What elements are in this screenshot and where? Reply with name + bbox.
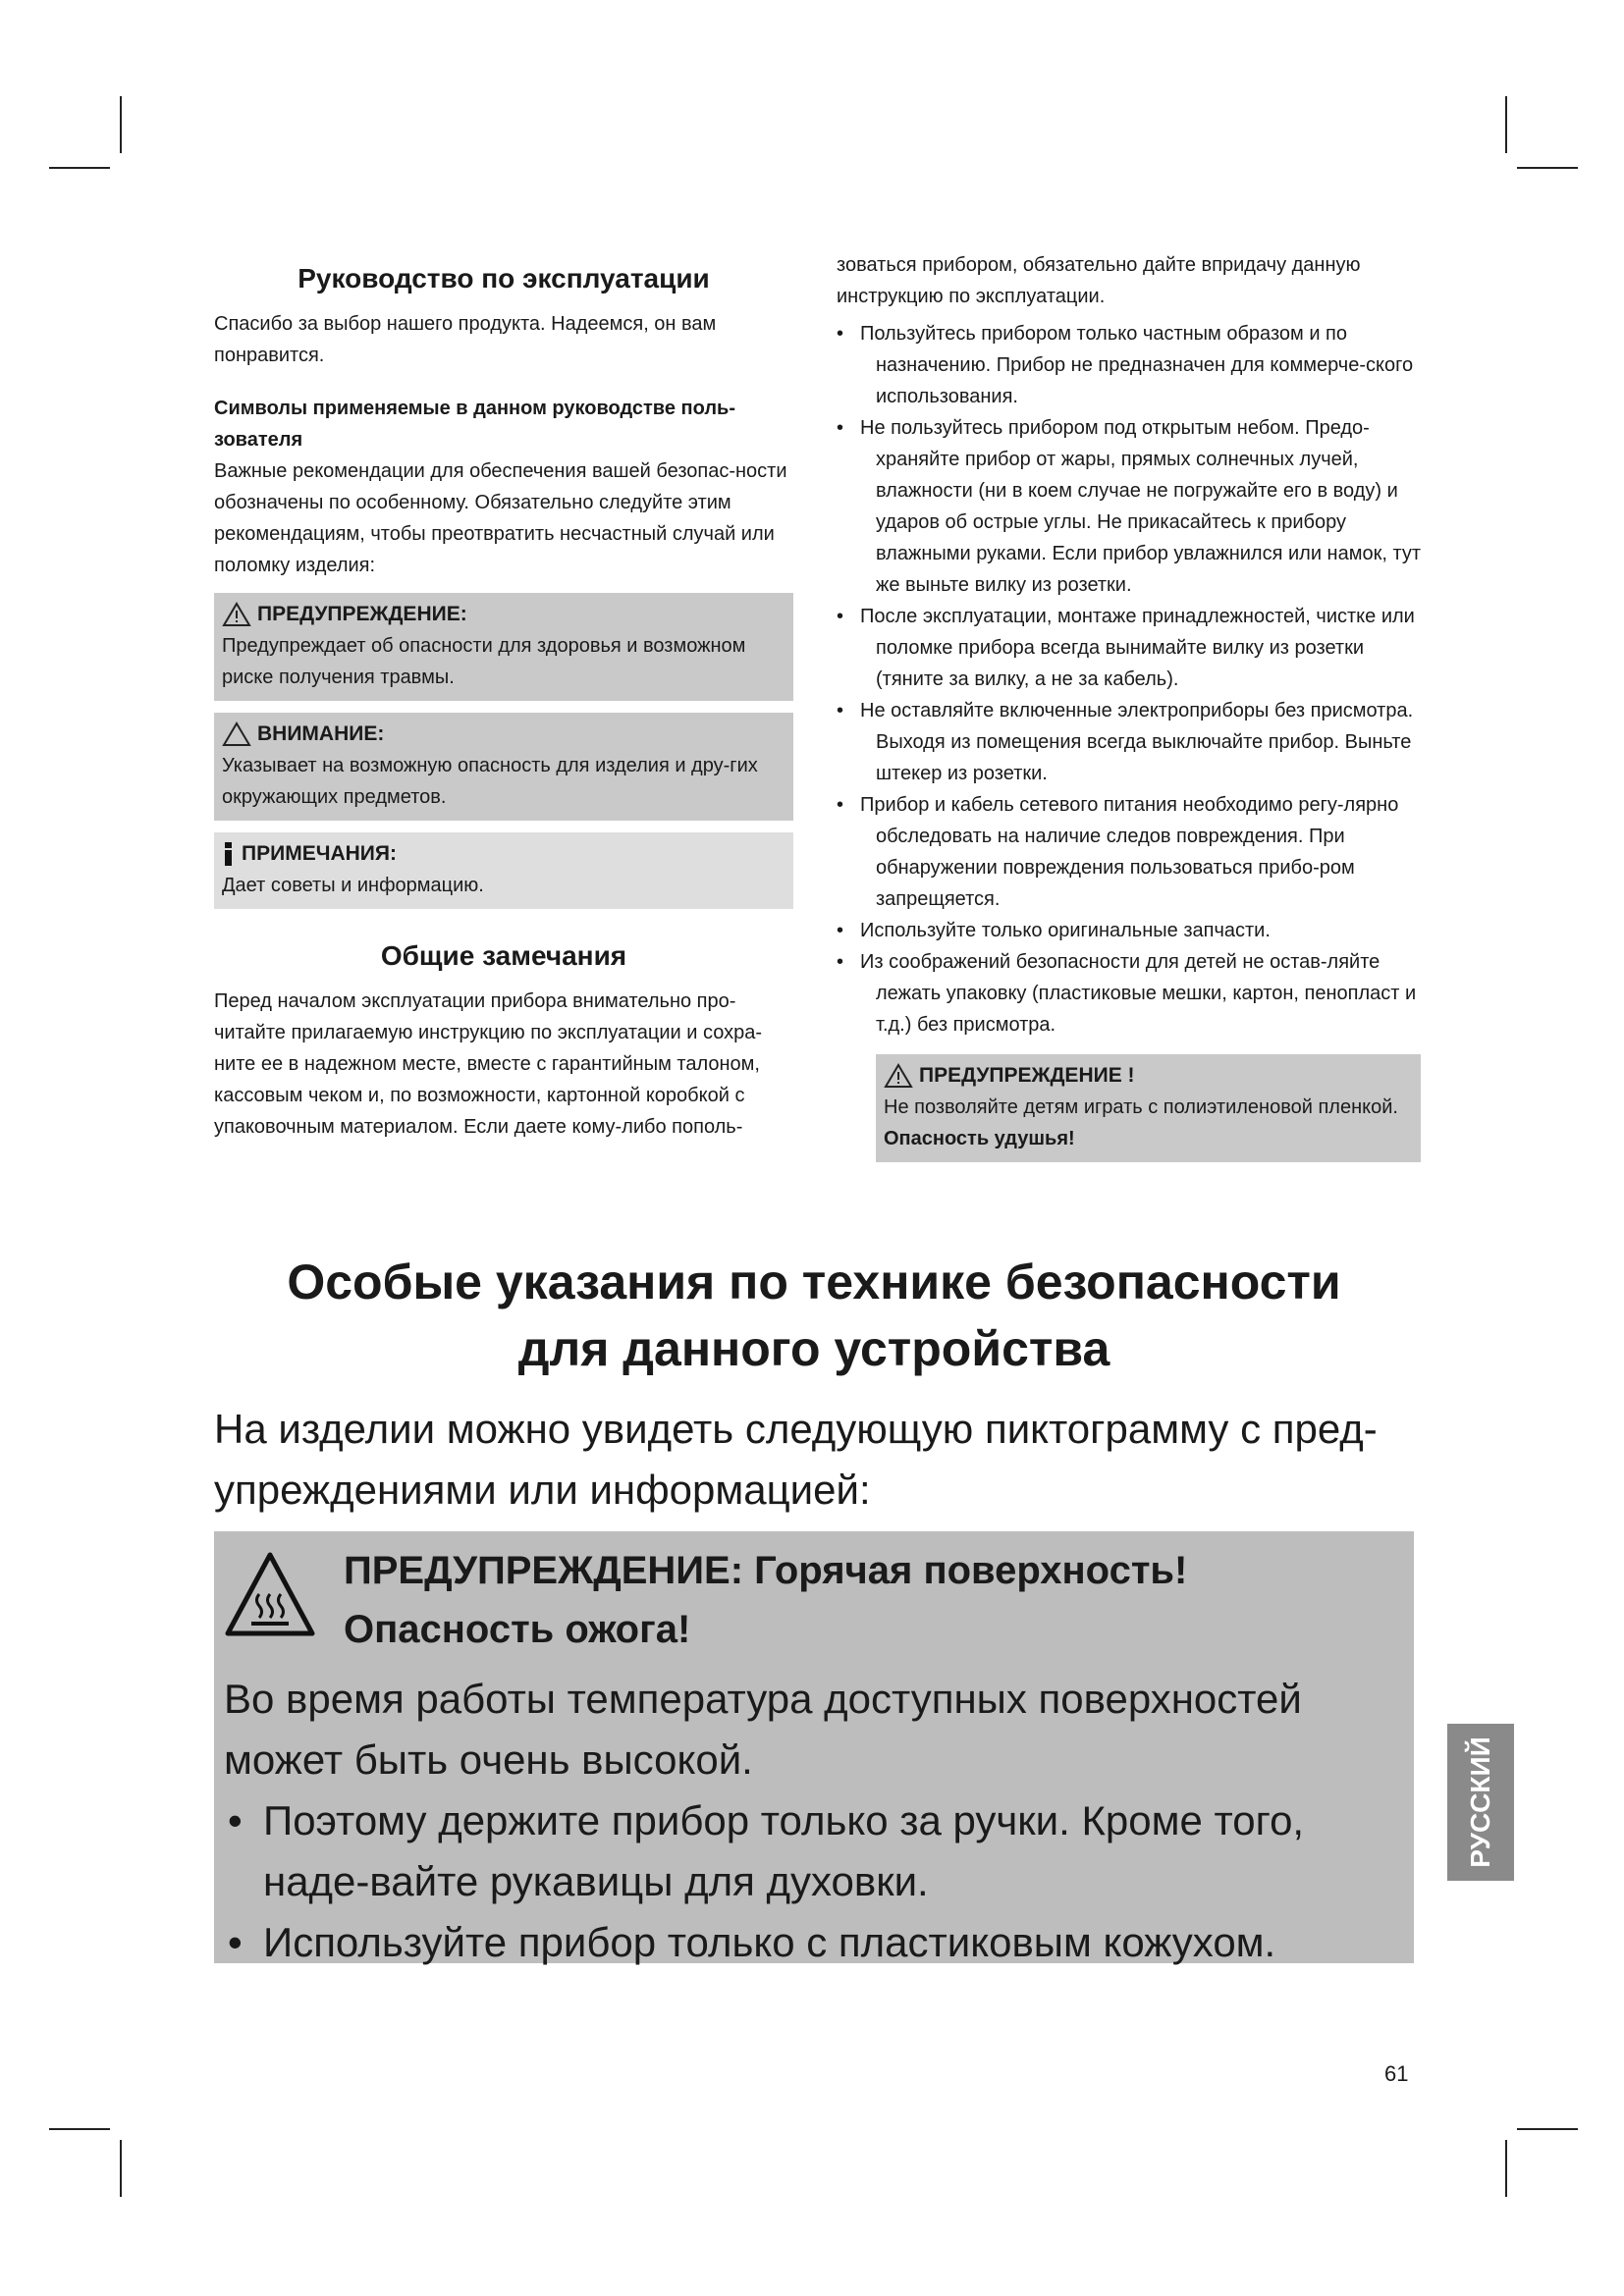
child-warning-box	[876, 1054, 1421, 1162]
list-item: • После эксплуатации, монтаже принадлежностей, чистке или поломке прибора всегда вынимайте вилку из розетки (тяните за вилку, а не за кабель).	[837, 601, 1421, 695]
crop-mark	[120, 96, 122, 153]
list-item: • Не оставляйте включенные электроприборы без присмотра. Выходя из помещения всегда выключайте прибор. Выньте штекер из розетки.	[837, 695, 1421, 789]
child-warning-title: ПРЕДУПРЕЖДЕНИЕ !	[919, 1064, 1135, 1087]
special-title-line2: для данного устройства	[517, 1321, 1110, 1376]
intro-text: Спасибо за выбор нашего продукта. Надеемся, он вам понравится.	[214, 313, 717, 366]
warning-title: ПРЕДУПРЕЖДЕНИЕ:	[257, 603, 467, 625]
hot-title-line2: Опасность ожога!	[344, 1608, 691, 1651]
crop-mark	[1505, 96, 1507, 153]
crop-mark	[1505, 2140, 1507, 2197]
language-label: РУССКИЙ	[1465, 1736, 1496, 1868]
warning-box	[214, 593, 793, 701]
note-text: Дает советы и информацию.	[222, 875, 484, 896]
warning-triangle-icon	[222, 721, 251, 747]
hot-title-line1: ПРЕДУПРЕЖДЕНИЕ: Горячая поверхность!	[344, 1549, 1188, 1592]
crop-mark	[49, 167, 110, 169]
list-item: • Поэтому держите прибор только за ручки. Кроме того, наде-вайте рукавицы для духовки.	[224, 1790, 1398, 1912]
symbols-heading: Символы применяемые в данном руководстве поль-зователя	[214, 398, 735, 451]
note-box	[214, 832, 793, 909]
warning-text: Предупреждает об опасности для здоровья и возможном риске получения травмы.	[222, 635, 746, 688]
list-item: • Пользуйтесь прибором только частным образом и по назначению. Прибор не предназначен для коммерче-ского использования.	[837, 318, 1421, 412]
left-column	[214, 251, 793, 1143]
crop-mark	[1517, 167, 1578, 169]
continuation-text: зоваться прибором, обязательно дайте впридачу данную инструкцию по эксплуатации.	[837, 254, 1361, 307]
crop-mark	[49, 2128, 110, 2130]
right-column	[837, 249, 1421, 1162]
list-item: • Из соображений безопасности для детей не остав-ляйте лежать упаковку (пластиковые мешки, картон, пенопласт и т.д.) без присмотра.	[837, 946, 1421, 1041]
list-item: • Прибор и кабель сетевого питания необходимо регу-лярно обследовать на наличие следов повреждения. При обнаружении повреждения пользоваться прибо-ром запрещяется.	[837, 789, 1421, 915]
warning-triangle-icon	[222, 602, 251, 627]
child-warning-emphasis: Опасность удушья!	[884, 1128, 1075, 1149]
safety-bullets	[837, 318, 1421, 1041]
general-text: Перед началом эксплуатации прибора внимательно про-читайте прилагаемую инструкцию по эксплуатации и сохра-ните ее в надежном месте, вместе с гарантийным талоном, кассовым чеком и, по возможности, картонной коробкой с упаковочным материалом. Если даете кому-либо пополь-	[214, 990, 763, 1138]
caution-box	[214, 713, 793, 821]
manual-title: Руководство по эксплуатации	[298, 263, 710, 294]
list-item: • Не пользуйтесь прибором под открытым небом. Предо-храняйте прибор от жары, прямых солнечных лучей, влажности (ни в коем случае не погружайте его в воду) и ударов об острые углы. Не прикасайтесь к прибору влажными руками. Если прибор увлажнился или намок, тут же выньте вилку из розетки.	[837, 412, 1421, 601]
crop-mark	[1517, 2128, 1578, 2130]
crop-mark	[120, 2140, 122, 2197]
list-item: • Используйте прибор только с пластиковым кожухом.	[224, 1912, 1398, 1973]
caution-text: Указывает на возможную опасность для изделия и дру-гих окружающих предметов.	[222, 755, 758, 808]
special-intro: На изделии можно увидеть следующую пиктограмму с пред-упреждениями или информацией:	[214, 1406, 1378, 1513]
language-tab	[1447, 1724, 1514, 1881]
page-number: 61	[1384, 2061, 1409, 2086]
hot-surface-icon	[224, 1551, 316, 1639]
symbols-text: Важные рекомендации для обеспечения вашей безопас-ности обозначены по особенному. Обязательно следуйте этим рекомендациям, чтобы преотвратить несчастный случай или поломку изделия:	[214, 460, 787, 576]
special-title	[214, 1249, 1414, 1382]
general-title: Общие замечания	[380, 940, 627, 971]
note-title: ПРИМЕЧАНИЯ:	[242, 842, 397, 865]
hot-surface-box	[214, 1531, 1414, 1963]
hot-text: Во время работы температура доступных поверхностей может быть очень высокой.	[224, 1676, 1302, 1783]
list-item: • Используйте только оригинальные запчасти.	[837, 915, 1421, 946]
special-title-line1: Особые указания по технике безопасности	[287, 1255, 1341, 1309]
hot-bullets	[224, 1790, 1398, 1973]
warning-triangle-icon	[884, 1063, 913, 1089]
child-warning-text: Не позволяйте детям играть с полиэтиленовой пленкой.	[884, 1096, 1398, 1118]
info-icon	[222, 841, 236, 867]
caution-title: ВНИМАНИЕ:	[257, 722, 385, 745]
